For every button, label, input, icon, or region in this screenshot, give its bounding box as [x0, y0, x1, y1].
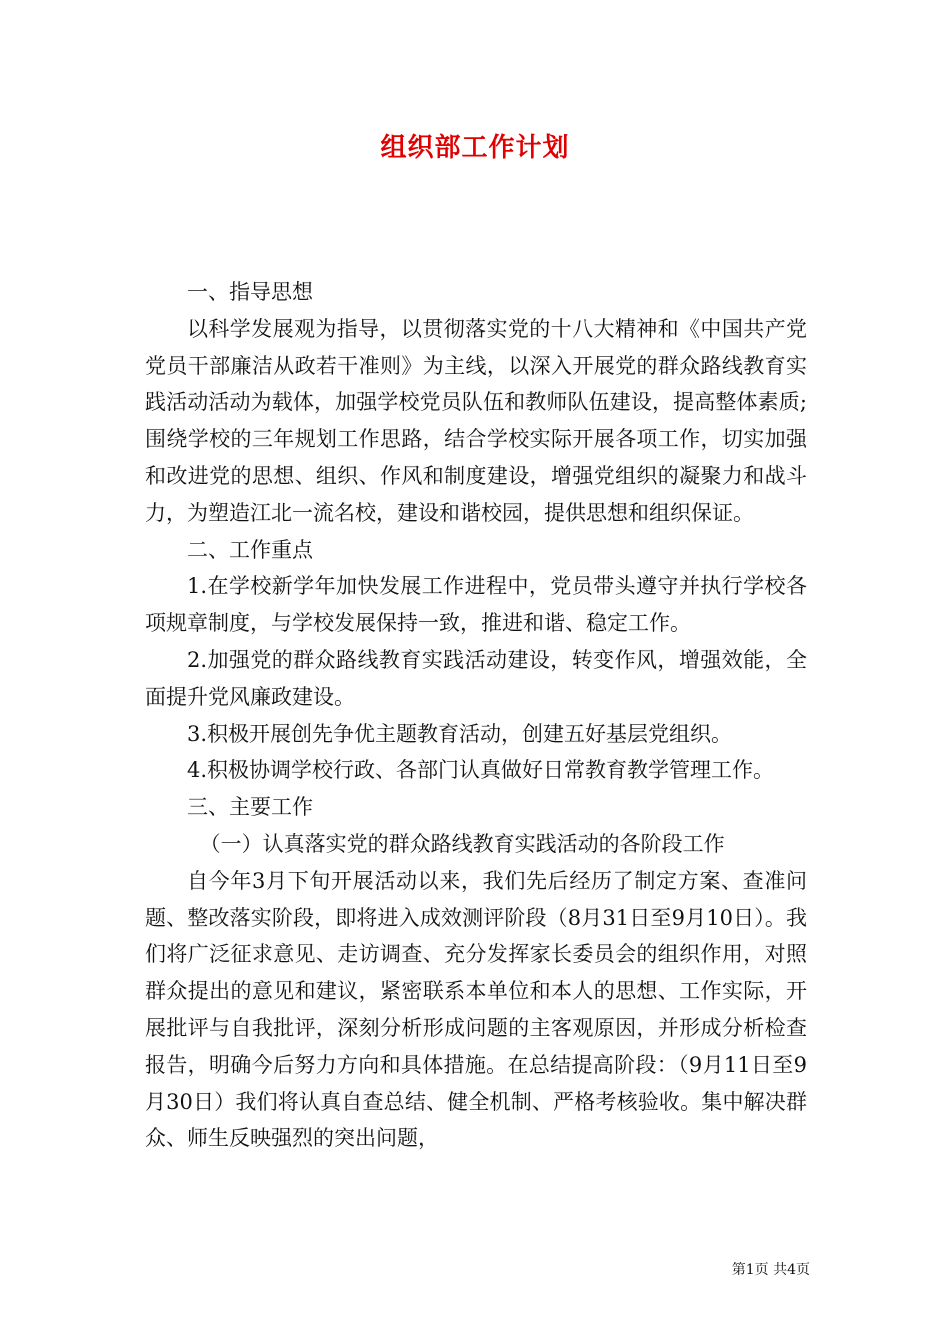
list-item-3: 3.积极开展创先争优主题教育活动，创建五好基层党组织。 — [187, 721, 733, 746]
list-item-4: 4.积极协调学校行政、各部门认真做好日常教育教学管理工作。 — [187, 758, 775, 783]
section-heading-main-work: 三、主要工作 — [187, 795, 313, 820]
page-number: 第1页 共4页 — [731, 1262, 810, 1278]
list-item-2: 2.加强党的群众路线教育实践活动建设，转变作风，增强效能，全面提升党风廉政建设。 — [145, 647, 807, 709]
list-item-1: 1.在学校新学年加快发展工作进程中，党员带头遵守并执行学校各项规章制度，与学校发展保持一致，推进和谐、稳定工作。 — [145, 574, 807, 636]
document-title: 组织部工作计划 — [380, 133, 570, 163]
paragraph-guiding-ideology: 以科学发展观为指导，以贯彻落实党的十八大精神和《中国共产党党员干部廉洁从政若干准则》为主线，以深入开展党的群众路线教育实践活动活动为载体，加强学校党员队伍和教师队伍建设，提高整体素质;围绕学校的三年规划工作思路，结合学校实际开展各项工作，切实加强和改进党的思想、组织、作风和制度建设，增强党组织的凝聚力和战斗力，为塑造江北一流名校，建设和谐校园，提供思想和组织保证。 — [145, 316, 807, 525]
section-heading-work-focus: 二、工作重点 — [187, 537, 313, 562]
paragraph-main-work: 自今年3月下旬开展活动以来，我们先后经历了制定方案、查准问题、整改落实阶段，即将进入成效测评阶段（8月31日至9月10日）。我们将广泛征求意见、走访调查、充分发挥家长委员会的组织作用，对照群众提出的意见和建议，紧密联系本单位和本人的思想、工作实际，开展批评与自我批评，深刻分析形成问题的主客观原因，并形成分析检查报告，明确今后努力方向和具体措施。在总结提高阶段：（9月11日至9月30日）我们将认真自查总结、健全机制、严格考核验收。集中解决群众、师生反映强烈的突出问题， — [145, 868, 807, 1151]
section-heading-guiding-ideology: 一、指导思想 — [187, 280, 313, 304]
document-body — [145, 274, 807, 1157]
subsection-heading-1: （一）认真落实党的群众路线教育实践活动的各阶段工作 — [199, 831, 725, 856]
